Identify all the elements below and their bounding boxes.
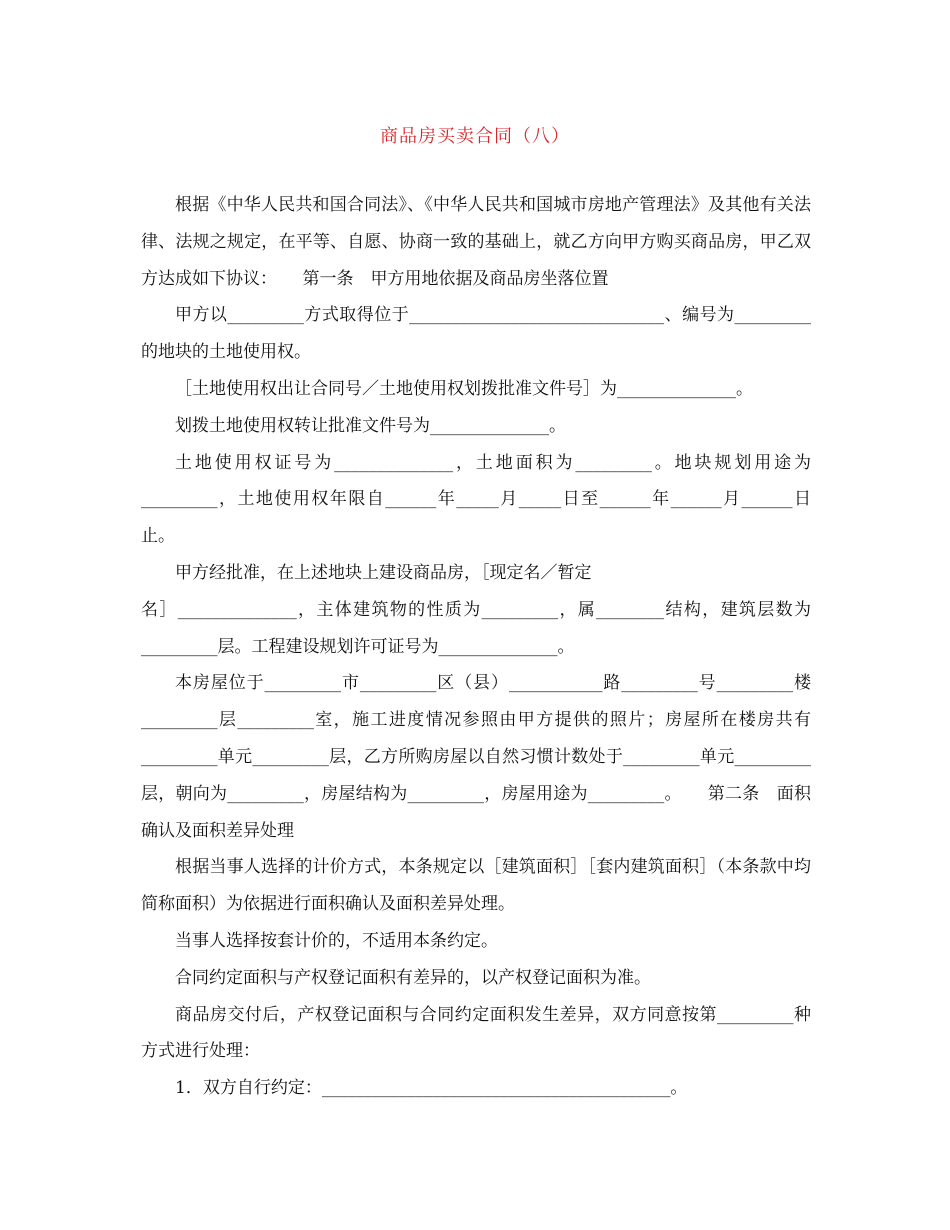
paragraph-preamble: 根据《中华人民共和国合同法》、《中华人民共和国城市房地产管理法》及其他有关法律、法规之规定，在平等、自愿、协商一致的基础上，就乙方向甲方购买商品房，甲乙双方达成如下协议： 第一条 甲方用地依据及商品房坐落位置 <box>141 195 811 289</box>
paragraph-building-name: 名］______________，主体建筑物的性质为_________，属________结构，建筑层数为_________层。工程建设规划许可证号为______________。 <box>141 599 811 657</box>
paragraph-land-certificate: 土地使用权证号为______________，土地面积为_________。地块规划用途为_________，土地使用权年限自______年_____月_____日至______年______月______日止。 <box>141 452 811 547</box>
paragraph-area-basis: 根据当事人选择的计价方式，本条规定以［建筑面积］［套内建筑面积］（本条款中均简称面积）为依据进行面积确认及面积差异处理。 <box>141 857 811 915</box>
paragraph-transfer-approval: 划拨土地使用权转让批准文件号为______________。 <box>175 415 566 436</box>
paragraph-option-1: 1．双方自行约定：_________________________________________。 <box>175 1078 688 1099</box>
paragraph-area-difference: 商品房交付后，产权登记面积与合同约定面积发生差异，双方同意按第_________种方式进行处理： <box>141 1004 811 1062</box>
paragraph-per-unit-pricing: 当事人选择按套计价的，不适用本条约定。 <box>175 930 498 951</box>
paragraph-contract-number: ［土地使用权出让合同号／土地使用权划拨批准文件号］为______________。 <box>175 378 753 399</box>
document-body <box>141 187 811 1107</box>
paragraph-registered-area: 合同约定面积与产权登记面积有差异的，以产权登记面积为准。 <box>175 967 651 988</box>
paragraph-land-acquisition: 甲方以_________方式取得位于______________________________、编号为_________的地块的土地使用权。 <box>141 305 811 363</box>
paragraph-house-location: 本房屋位于_________市_________区（县）___________路_________号_________楼_________层_________室，施工进度情况参照由甲方提供的照片；房屋所在楼房共有_________单元_________层，乙方所购房屋以自然习惯计数处于_________单元_________层，朝向为_________，房屋结构为_________，房屋用途为_________。 第二条 面积确认及面积差异处理 <box>141 673 811 841</box>
document-title: 商品房买卖合同（八） <box>380 126 570 147</box>
paragraph-construction-approval: 甲方经批准，在上述地块上建设商品房，［现定名／暂定 <box>175 562 592 583</box>
